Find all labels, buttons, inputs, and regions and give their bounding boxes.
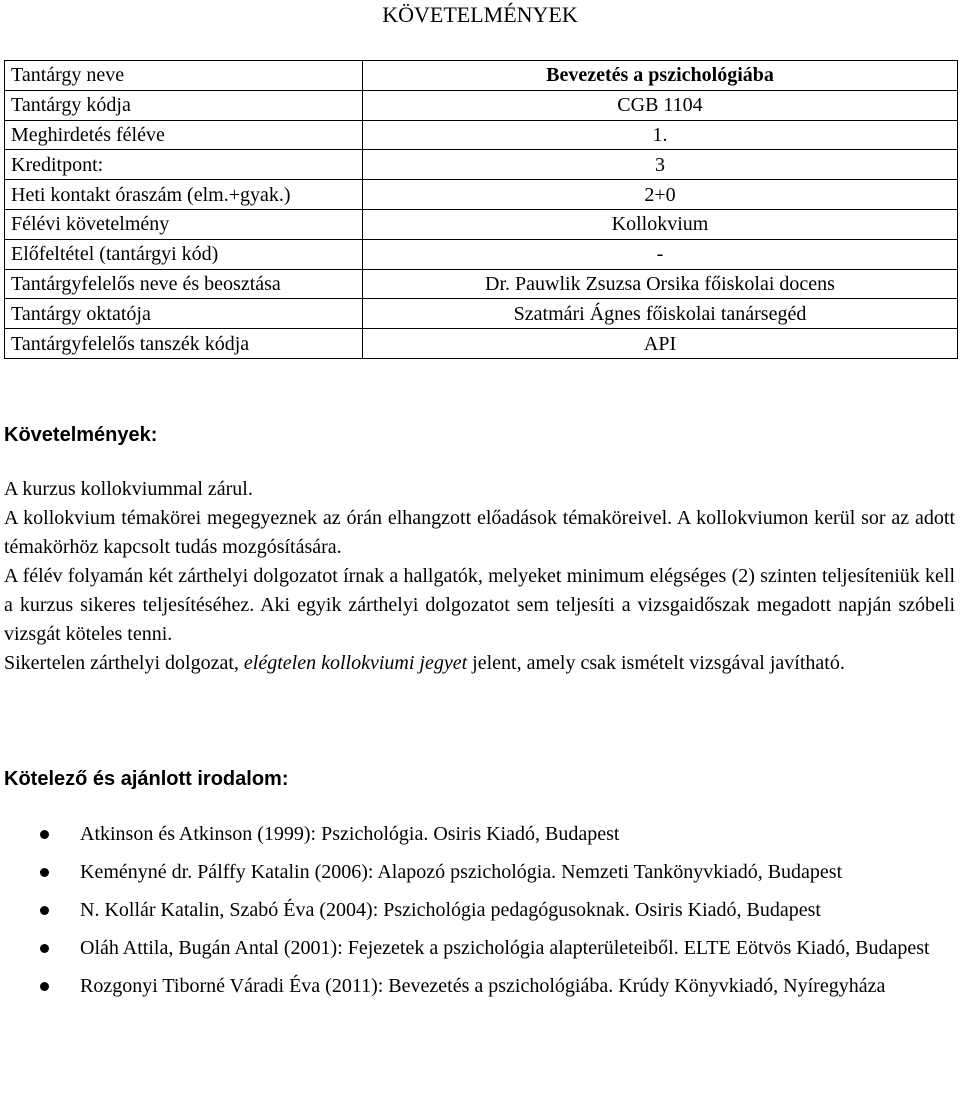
paragraph <box>4 649 955 678</box>
table-row <box>5 61 958 91</box>
paragraph: A félév folyamán két zárthelyi dolgozatot írnak a hallgatók, melyeket minimum elégséges (2) szinten teljesíteniük kell a kurzus sikeres teljesítéséhez. Aki egyik zárthelyi dolgozatot sem teljesíti a vizsgaidőszak megadott napján szóbeli vizsgát köteles tenni. <box>4 565 955 645</box>
list-item <box>4 972 955 1001</box>
bullet-icon <box>40 906 49 915</box>
bullet-icon <box>40 830 49 839</box>
list-item <box>4 858 955 887</box>
course-info-table <box>4 60 958 359</box>
row-label: Tantárgy kódja <box>5 90 363 120</box>
emphasis-text: elégtelen kollokviumi jegyet <box>243 652 468 674</box>
table-row <box>5 269 958 299</box>
text-run: Sikertelen zárthelyi dolgozat, <box>4 652 244 674</box>
table-row <box>5 120 958 150</box>
row-value: 1. <box>363 120 958 150</box>
row-value: CGB 1104 <box>363 90 958 120</box>
row-value: API <box>363 329 958 359</box>
table-row <box>5 90 958 120</box>
row-label: Tantárgy oktatója <box>5 299 363 329</box>
page-title: KÖVETELMÉNYEK <box>382 2 578 27</box>
bullet-icon <box>40 944 49 953</box>
literature-list <box>4 820 955 1010</box>
row-label: Meghirdetés féléve <box>5 120 363 150</box>
row-label: Kreditpont: <box>5 150 363 180</box>
literature-heading: Kötelező és ajánlott irodalom: <box>4 768 289 790</box>
list-item <box>4 820 955 849</box>
reference-text: Rozgonyi Tiborné Váradi Éva (2011): Bevezetés a pszichológiába. Krúdy Könyvkiadó, Nyíregyháza <box>80 975 886 997</box>
row-value: Dr. Pauwlik Zsuzsa Orsika főiskolai docens <box>363 269 958 299</box>
table-row <box>5 180 958 210</box>
paragraph: A kurzus kollokviummal zárul. <box>4 478 253 500</box>
row-label: Előfeltétel (tantárgyi kód) <box>5 239 363 269</box>
table-row <box>5 150 958 180</box>
row-label: Tantárgyfelelős neve és beosztása <box>5 269 363 299</box>
row-value: Bevezetés a pszichológiába <box>363 61 958 91</box>
row-value: - <box>363 239 958 269</box>
bullet-icon <box>40 868 49 877</box>
row-value: Szatmári Ágnes főiskolai tanársegéd <box>363 299 958 329</box>
table-row <box>5 239 958 269</box>
row-label: Heti kontakt óraszám (elm.+gyak.) <box>5 180 363 210</box>
row-value: 3 <box>363 150 958 180</box>
row-label: Tantárgy neve <box>5 61 363 91</box>
row-label: Félévi követelmény <box>5 209 363 239</box>
reference-text: Keményné dr. Pálffy Katalin (2006): Alapozó pszichológia. Nemzeti Tankönyvkiadó, Budapest <box>80 861 843 883</box>
row-value: 2+0 <box>363 180 958 210</box>
table-row <box>5 209 958 239</box>
bullet-icon <box>40 982 49 991</box>
list-item <box>4 896 955 925</box>
requirements-heading: Követelmények: <box>4 424 158 446</box>
reference-text: Atkinson és Atkinson (1999): Pszichológia. Osiris Kiadó, Budapest <box>80 823 620 845</box>
row-value: Kollokvium <box>363 209 958 239</box>
text-run: jelent, amely csak ismételt vizsgával javítható. <box>467 652 845 674</box>
reference-text: Oláh Attila, Bugán Antal (2001): Fejezetek a pszichológia alapterületeiből. ELTE Eötvös Kiadó, Budapest <box>80 937 930 959</box>
paragraph: A kollokvium témakörei megegyeznek az órán elhangzott előadások témaköreivel. A kollokviumon kerül sor az adott témakörhöz kapcsolt tudás mozgósítására. <box>4 507 955 558</box>
row-label: Tantárgyfelelős tanszék kódja <box>5 329 363 359</box>
list-item <box>4 934 955 963</box>
reference-text: N. Kollár Katalin, Szabó Éva (2004): Pszichológia pedagógusoknak. Osiris Kiadó, Budapest <box>80 899 821 921</box>
requirements-text <box>4 475 955 678</box>
table-row <box>5 299 958 329</box>
table-row <box>5 329 958 359</box>
